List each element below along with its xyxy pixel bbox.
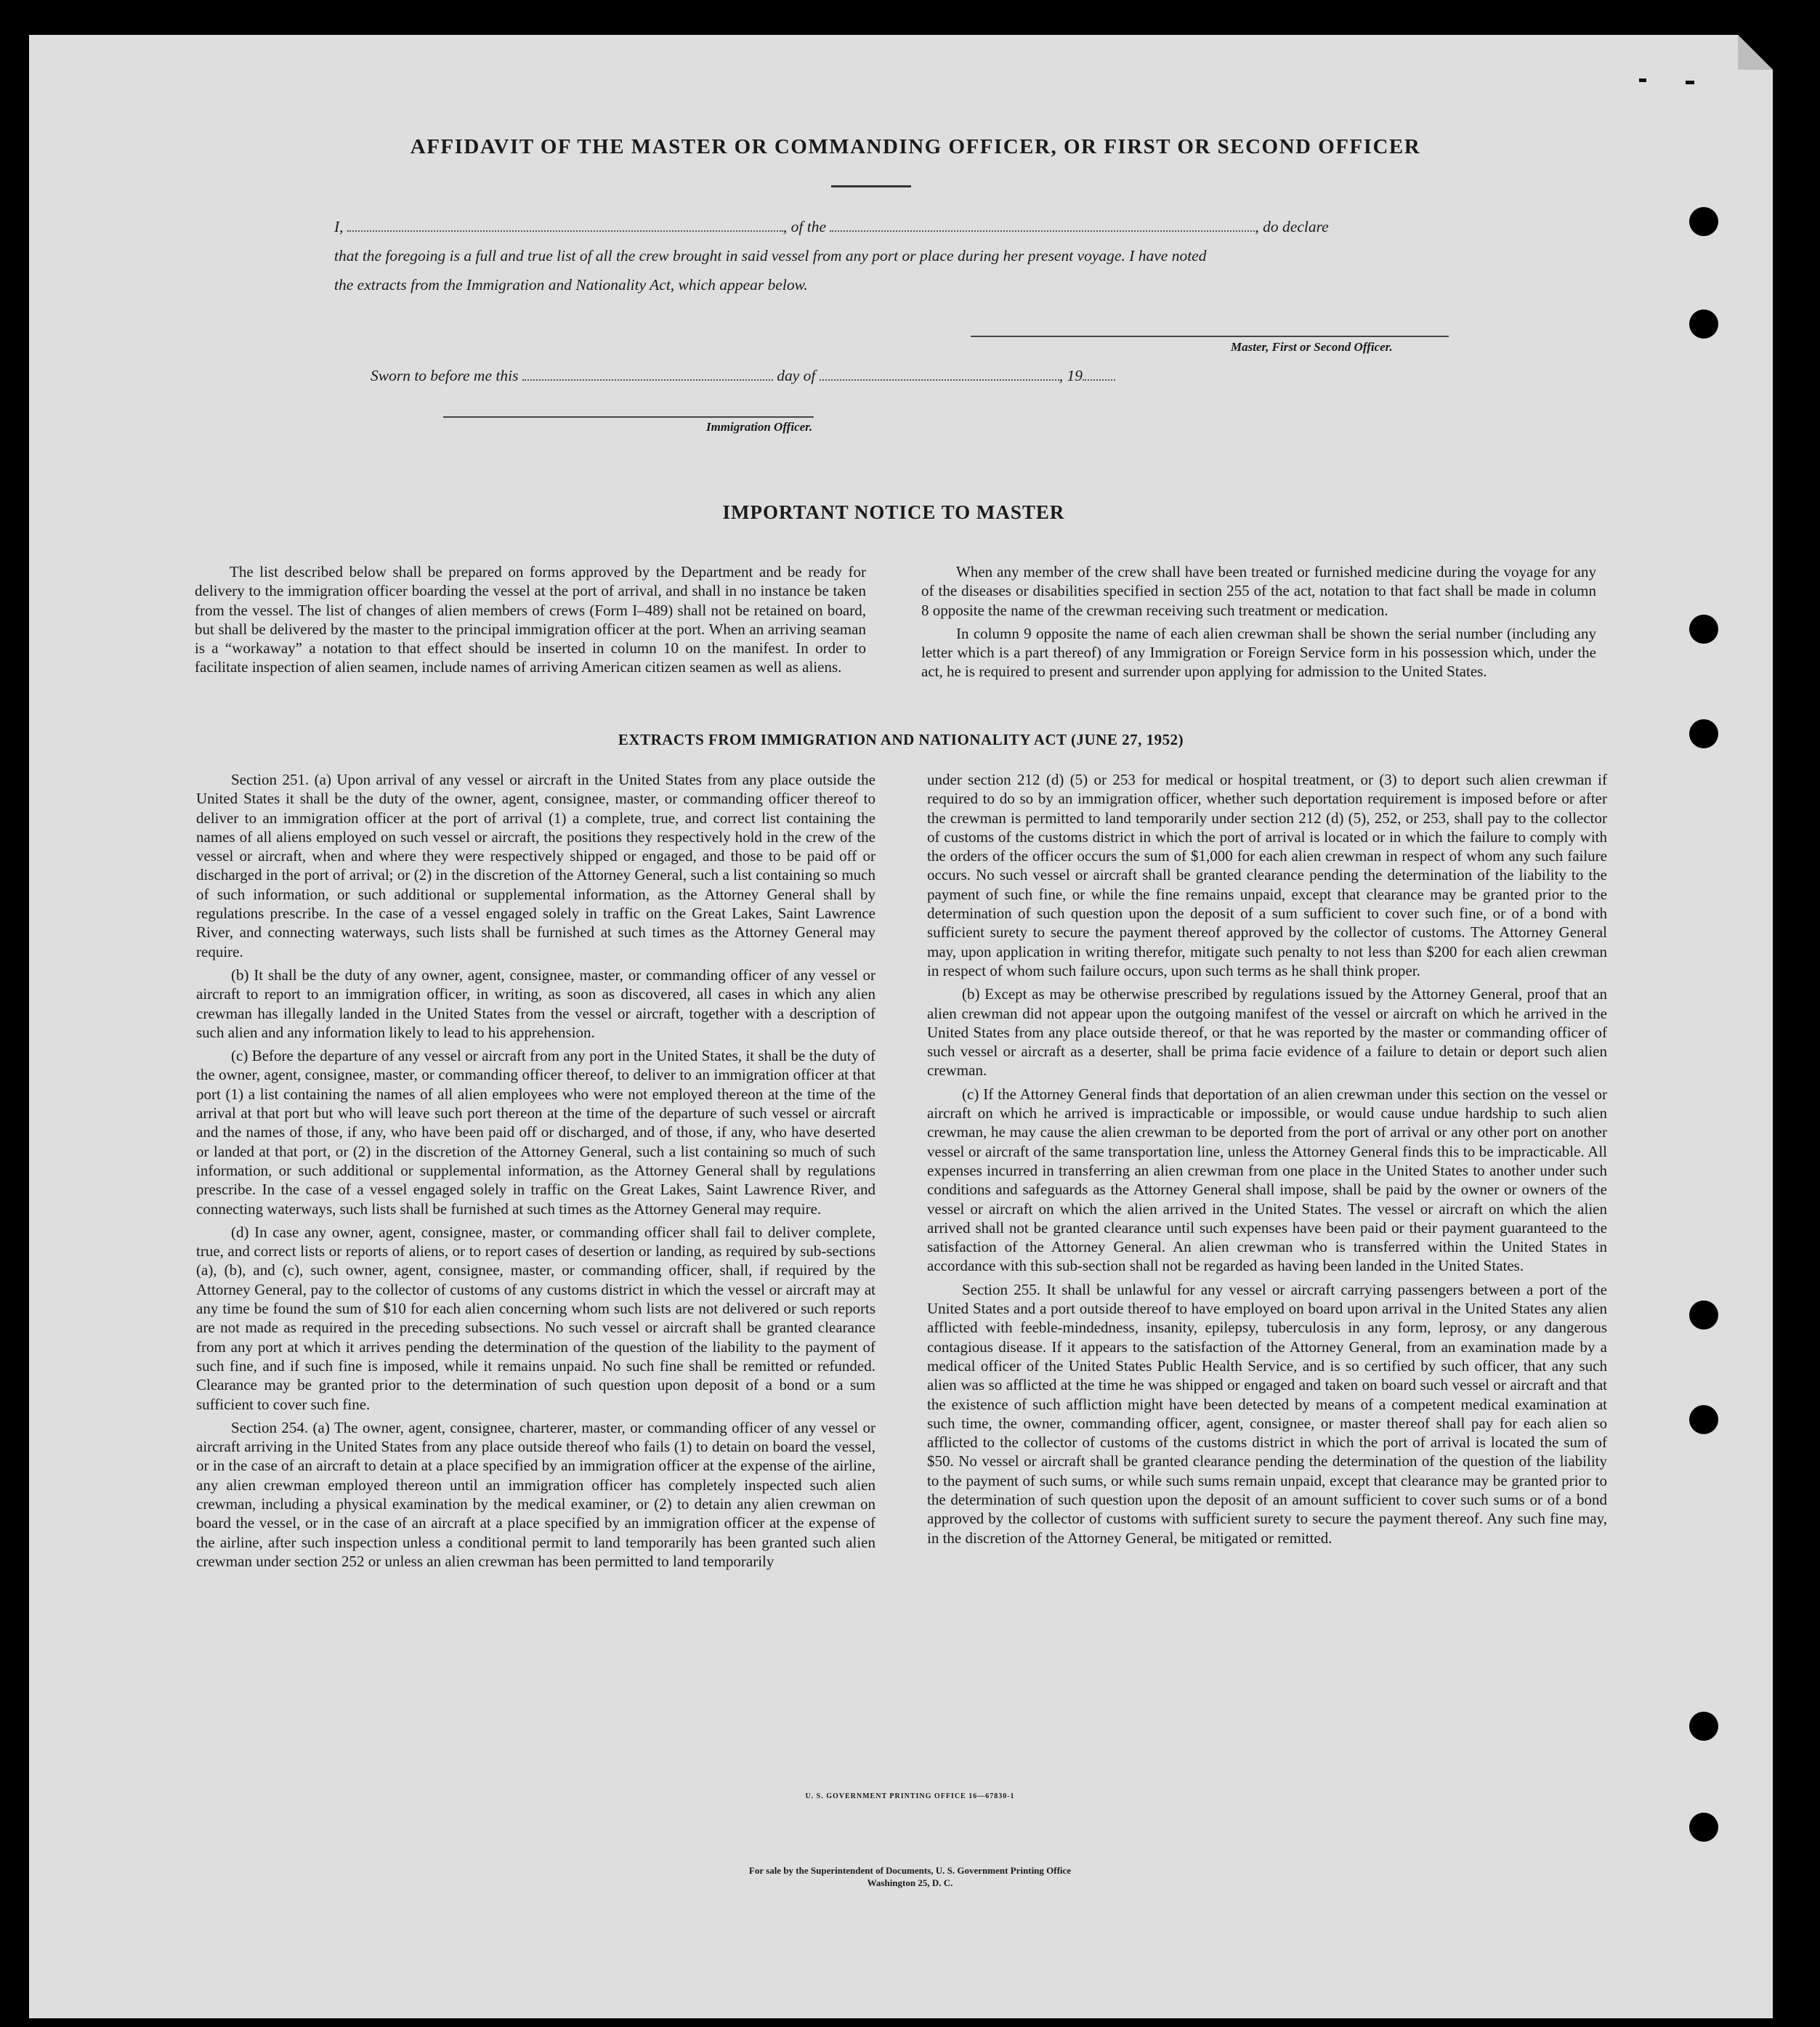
extracts-left-column xyxy=(196,770,875,1575)
extracts-title: EXTRACTS FROM IMMIGRATION AND NATIONALITY ACT (JUNE 27, 1952) xyxy=(618,731,1184,748)
notice-paragraph: The list described below shall be prepared on forms approved by the Department and be ready for delivery to the immigration officer boarding the vessel at the port of arrival, and shall in no instance be taken from the vessel. The list of changes of alien members of crews (Form I–489) shall not be retained on board, but shall be delivered by the master to the principal immigration officer at the port. When an arriving seaman is a “workaway” a notation to that effect should be inserted in column 10 on the manifest. In order to facilitate inspection of alien seamen, include names of arriving American citizen seamen as well as aliens. xyxy=(195,563,866,676)
notice-right-column xyxy=(921,562,1596,686)
notice-paragraph: In column 9 opposite the name of each alien crewman shall be shown the serial number (including any letter which is a part thereof) of any Immigration or Foreign Service form in his possession which, under the act, he is required to present and surrender upon applying for admission to the United States. xyxy=(921,624,1596,681)
sale-line-2: Washington 25, D. C. xyxy=(867,1877,953,1888)
of-the-label: , of the xyxy=(782,218,827,235)
declaration-text-2: the extracts from the Immigration and Nationality Act, which appear below. xyxy=(334,276,808,294)
section-paragraph: (b) It shall be the duty of any owner, agent, consignee, master, or commanding officer of any vessel or aircraft to report to an immigration officer, in writing, as soon as discovered, all cases in which any alien crewman has illegally landed in the United States from the vessel or aircraft, together with a description of such alien and any information likely to lead to his apprehension. xyxy=(196,966,875,1041)
officer-signature-caption: Immigration Officer. xyxy=(706,420,813,434)
notice-paragraph: When any member of the crew shall have been treated or furnished medicine during the voyage for any of the diseases or disabilities specified in section 255 of the act, notation to that fact shall be made in column 8 opposite the name of the crewman receiving such treatment or medication. xyxy=(921,563,1596,619)
punch-hole xyxy=(1689,1712,1718,1741)
affidavit-title: AFFIDAVIT OF THE MASTER OR COMMANDING OFFICER, OR FIRST OR SECOND OFFICER xyxy=(410,135,1421,158)
punch-hole xyxy=(1689,1813,1718,1842)
sale-line-1: For sale by the Superintendent of Documents, U. S. Government Printing Office xyxy=(748,1865,1072,1876)
officer-signature-line[interactable] xyxy=(443,416,814,418)
sworn-line xyxy=(371,367,1242,385)
master-signature-caption: Master, First or Second Officer. xyxy=(1231,340,1393,354)
sworn-month-field[interactable] xyxy=(820,368,1059,381)
sworn-year-field[interactable] xyxy=(1083,368,1115,381)
folded-corner xyxy=(1738,35,1773,70)
section-paragraph: under section 212 (d) (5) or 253 for medical or hospital treatment, or (3) to deport such alien crewman if required to do so by an immigration officer, whether such deportation requirement is imposed before or after the crewman is permitted to land temporarily under section 212 (d) (5), 252, or 253, shall pay to the collector of customs of the customs district in which the port of arrival is located or in which the failure to comply with the orders of the officer occurs the sum of $1,000 for each alien crewman in respect of whom any such failure occurs. No such vessel or aircraft shall be granted clearance pending the determination of the liability to the payment of such fine, or while the fine remains unpaid, except that clearance may be granted prior to the determination of such question upon the deposit of a sum sufficient to cover such fine, or of a bond with sufficient surety to secure the payment thereof approved by the collector of customs. The Attorney General may, upon application in writing therefor, mitigate such penalty to not less than $200 for each alien crewman in respect of whom such failure occurs, upon such terms as he shall think proper. xyxy=(927,771,1607,979)
sworn-label: Sworn to before me this xyxy=(371,367,519,384)
section-paragraph: (c) Before the departure of any vessel or aircraft from any port in the United States, it shall be the duty of the owner, agent, consignee, master, or commanding officer thereof, to deliver to an immigration officer at that port (1) a list containing the names of all alien employees who were not employed thereon at the time of the arrival at that port but who will leave such port thereon at the time of the departure of such vessel or aircraft and the names of those, if any, who have been paid off or discharged, and of those, if any, who have deserted or landed at that port, or (2) in the discretion of the Attorney General, such a list containing so much of such information, or such additional or supplemental information, as the Attorney General shall by regulations prescribe. In the case of a vessel engaged solely in traffic on the Great Lakes, Saint Lawrence River, and connecting waterways, such lists shall be furnished at such times as the Attorney General may require. xyxy=(196,1047,875,1218)
edge-mark xyxy=(1639,78,1646,82)
punch-hole xyxy=(1689,1405,1718,1434)
declarant-name-field[interactable] xyxy=(347,219,783,232)
punch-hole xyxy=(1689,1300,1718,1330)
section-paragraph: Section 255. It shall be unlawful for any vessel or aircraft carrying passengers between a port of the United States and a port outside thereof to have employed on board upon arrival in the United States any alien afflicted with feeble-mindedness, insanity, epilepsy, tuberculosis in any form, leprosy, or any dangerous contagious disease. If it appears to the satisfaction of the Attorney General, from an examination made by a medical officer of the United States Public Health Service, and is so certified by such officer, that any such alien was so afflicted at the time he was shipped or engaged and taken on board such vessel or aircraft and that the existence of such affliction might have been detected by means of a competent medical examination at such time, the owner, commanding officer, agent, consignee, or master thereof shall pay for each alien so afflicted to the collector of customs of the customs district in which the port of arrival is located the sum of $50. No vessel or aircraft shall be granted clearance pending the determination of the question of the liability to the payment of such sums, or while such sums remain unpaid, except that clearance may be granted prior to the determination of such question upon the deposit of an amount sufficient to cover such sums or of a bond approved by the collector of customs with sufficient surety to secure the payment thereof. Any such fine may, in the discretion of the Attorney General, be mitigated or remitted. xyxy=(927,1280,1607,1547)
sworn-day-field[interactable] xyxy=(522,368,773,381)
section-paragraph: Section 251. (a) Upon arrival of any vessel or aircraft in the United States from any place outside the United States it shall be the duty of the owner, agent, consignee, master, or commanding officer thereof to deliver to an immigration officer at the port of arrival (1) a complete, true, and correct list containing the names of all aliens employed on such vessel or aircraft, the positions they respectively hold in the crew of the vessel or aircraft, when and where they were respectively shipped or engaged, and those to be paid off or discharged in the port of arrival; or (2) in the discretion of the Attorney General, such a list containing so much of such information, or such additional or supplemental information, as the Attorney General shall by regulations prescribe. In the case of a vessel engaged solely in traffic on the Great Lakes, Saint Lawrence River, and connecting waterways, such lists shall be furnished at such times as the Attorney General may require. xyxy=(196,771,875,960)
day-of-label: day of xyxy=(777,367,816,384)
punch-hole xyxy=(1689,207,1718,236)
vessel-name-field[interactable] xyxy=(830,219,1255,232)
gpo-imprint: U. S. GOVERNMENT PRINTING OFFICE 16—67830-1 xyxy=(805,1792,1015,1800)
punch-hole xyxy=(1689,719,1718,748)
extracts-right-column xyxy=(927,770,1607,1552)
master-signature-line[interactable] xyxy=(971,336,1449,337)
punch-hole xyxy=(1689,309,1718,339)
do-declare-label: , do declare xyxy=(1255,218,1329,235)
section-paragraph: Section 254. (a) The owner, agent, consignee, charterer, master, or commanding officer of any vessel or aircraft arriving in the United States from any place outside thereof who fails (1) to detain on board the vessel, or in the case of an aircraft to detain at a place specified by an immigration officer at the expense of the airline, any alien crewman employed thereon until an immigration officer has completely inspected such alien crewman, including a physical examination by the medical examiner, or (2) to detain any alien crewman on board the vessel, or in the case of an aircraft at a place specified by an immigration officer at the expense of the airline, after such inspection unless a conditional permit to land temporarily has been granted such alien crewman under section 252 or unless an alien crewman has been permitted to land temporarily xyxy=(196,1418,875,1570)
edge-mark xyxy=(1686,81,1694,84)
declaration-line xyxy=(334,218,1446,236)
declaration-text-1: that the foregoing is a full and true list of all the crew brought in said vessel from any port or place during her present voyage. I have noted xyxy=(334,247,1207,264)
notice-title: IMPORTANT NOTICE TO MASTER xyxy=(722,501,1065,523)
title-rule xyxy=(831,185,911,187)
notice-left-column xyxy=(195,562,866,681)
section-paragraph: (c) If the Attorney General finds that deportation of an alien crewman under this section on the vessel or aircraft on which he arrived is impracticable or impossible, or would cause undue hardship to such alien crewman, he may cause the alien crewman to be deported from the port of arrival or any other port on another vessel or aircraft of the same transportation line, unless the Attorney General finds this to be impracticable. All expenses incurred in transferring an alien crewman from one place in the United States to another under such conditions and safeguards as the Attorney General shall impose, shall be paid by the owner or owners of the vessel or aircraft on which the alien arrived in the United States. The vessel or aircraft on which the alien arrived shall not be granted clearance until such expenses have been paid or their payment guaranteed to the satisfaction of the Attorney General. An alien crewman who is transferred within the United States in accordance with this sub-section shall not be regarded as having been landed in the United States. xyxy=(927,1085,1607,1275)
section-paragraph: (d) In case any owner, agent, consignee, master, or commanding officer shall fail to deliver complete, true, and correct lists or reports of aliens, or to report cases of desertion or landing, as required by sub-sections (a), (b), and (c), such owner, agent, consignee, master, or commanding officer, shall, if required by the Attorney General, pay to the collector of customs of any customs district in which the vessel or aircraft may at any time be found the sum of $10 for each alien concerning whom such lists are not delivered or such reports are not made as required in the preceding subsections. No such vessel or aircraft shall be granted clearance from any port at which it arrives pending the determination of the question of the liability to the payment of such fine, and if such fine is imposed, while it remains unpaid. No such fine shall be remitted or refunded. Clearance may be granted prior to the determination of such question upon deposit of a bond or a sum sufficient to cover such fine. xyxy=(196,1223,875,1413)
punch-hole xyxy=(1689,615,1718,644)
section-paragraph: (b) Except as may be otherwise prescribed by regulations issued by the Attorney General, proof that an alien crewman did not appear upon the outgoing manifest of the vessel or aircraft on which he arrived in the United States from any place outside thereof, or that he was reported by the master or commanding officer of such vessel or aircraft as a deserter, shall be prima facie evidence of a failure to detain or deport such alien crewman. xyxy=(927,985,1607,1080)
year-label: , 19 xyxy=(1059,367,1083,384)
declarant-prefix: I, xyxy=(334,218,344,235)
